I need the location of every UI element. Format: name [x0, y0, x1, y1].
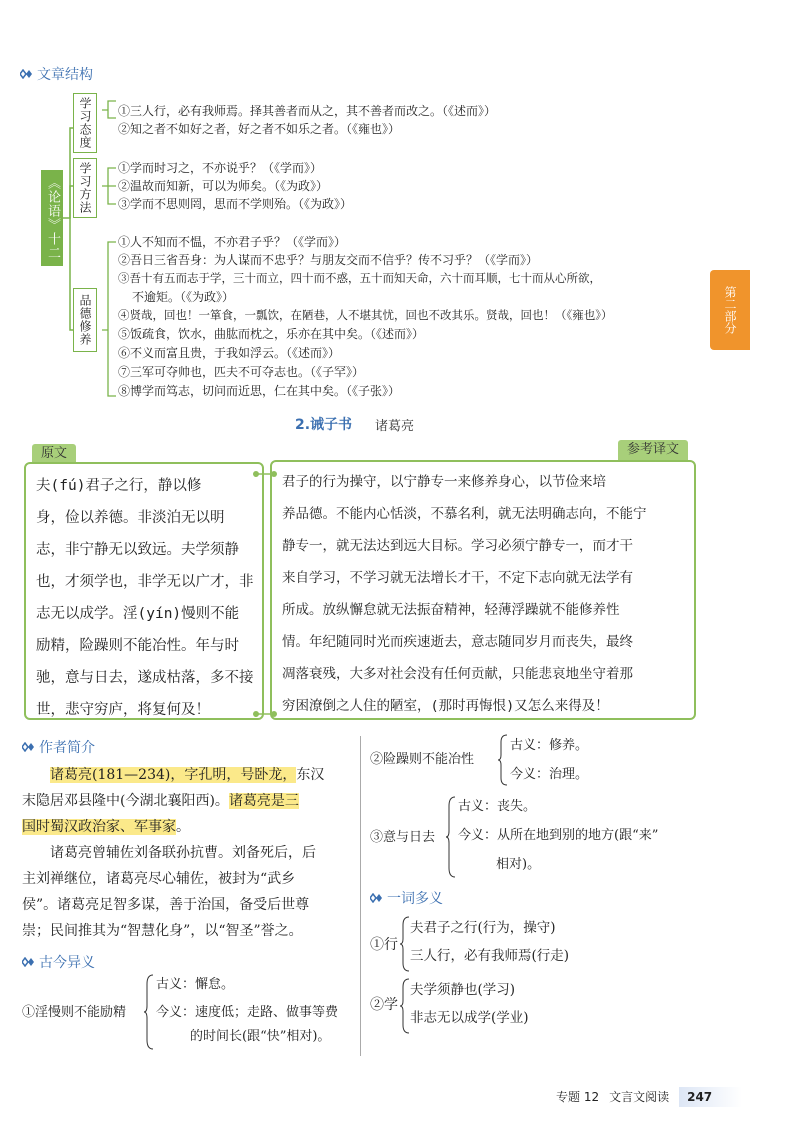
highlight-text: 国时蜀汉政治家、军事家 — [22, 819, 176, 835]
group-label-method: 学习方法 — [73, 158, 97, 218]
translation-text — [282, 466, 692, 722]
column-divider — [360, 736, 361, 1056]
list-item: ②吾日三省吾身：为人谋而不忠乎？与朋友交而不信乎？传不习乎？（《学而》） — [118, 253, 539, 267]
structure-heading: 文章结构 — [20, 64, 93, 84]
list-item: 不逾矩。（《为政》） — [132, 290, 235, 304]
list-item: ③学而不思则罔，思而不学则殆。（《为政》） — [118, 197, 353, 211]
translation-line: 凋落衰残，大多对社会没有任何贡献，只能悲哀地坐守着那 — [282, 666, 633, 682]
translation-line: 养品德。不能内心恬淡，不慕名利，就无法明确志向，不能宁 — [282, 506, 647, 522]
original-line: 身，俭以养德。非淡泊无以明 — [36, 510, 225, 526]
structure-root: 《论语》十二章 — [41, 170, 63, 266]
translation-line: 所成。放纵懈怠就无法振奋精神，轻薄浮躁就不能修养性 — [282, 602, 620, 618]
original-line: 志无以成学。淫(yín)慢则不能 — [36, 606, 240, 622]
author-intro: 诸葛亮(181—234)，字孔明，号卧龙，东汉 末隐居邓县隆中(今湖北襄阳西)。诸葛亮是三 国时蜀汉政治家、军事家。 诸葛亮曾辅佐刘备联孙抗曹。刘备死后，后 主刘禅继位，诸葛亮尽心辅佐，被封为“武乡 侯”。诸葛亮足智多谋，善于治国，备受后世尊 崇；民间推其为“智慧化身”，以“智圣”誉之。 — [22, 767, 325, 939]
gujin-phrase: ②险躁则不能冶性 — [370, 752, 475, 767]
original-line: 志，非宁静无以致远。夫学须静 — [36, 542, 239, 558]
yici-heading: 一词多义 — [370, 888, 443, 908]
footer-topic: 专题 12 — [556, 1090, 600, 1104]
translation-line: 穷困潦倒之人住的陋室，(那时再悔恨)又怎么来得及！ — [282, 698, 609, 714]
lesson-title: 2.诫子书 — [295, 417, 353, 433]
list-item: ①学而时习之，不亦说乎？（《学而》） — [118, 161, 323, 175]
group-label-morality: 品德修养 — [73, 288, 97, 352]
diamond-icon — [20, 69, 33, 79]
yici-word: ②学 — [370, 997, 398, 1013]
list-item: ③吾十有五而志于学，三十而立，四十而不惑，五十而知天命，六十而耳顺，七十而从心所欲， — [118, 271, 601, 285]
brace-icon — [498, 734, 508, 786]
translation-line: 来自学习，不学习就无法增长才干，不定下志向就无法学有 — [282, 570, 633, 586]
list-item: ⑥不义而富且贵，于我如浮云。（《述而》） — [118, 346, 341, 360]
brace-icon — [144, 974, 154, 1050]
list-item: ②知之者不如好之者，好之者不如乐之者。（《雍也》） — [118, 122, 401, 136]
footer-title: 文言文阅读 — [609, 1090, 670, 1104]
translation-line: 君子的行为操守，以宁静专一来修养身心，以节俭来培 — [282, 474, 606, 490]
brace-icon — [400, 916, 410, 972]
diamond-icon — [22, 742, 35, 752]
original-line: 也，才须学也，非学无以广才，非 — [36, 574, 254, 590]
original-line: 励精，险躁则不能冶性。年与时 — [36, 638, 239, 654]
diamond-icon — [370, 893, 383, 903]
list-item: ⑤饭疏食，饮水，曲肱而枕之，乐亦在其中矣。（《述而》） — [118, 327, 425, 341]
highlight-text: 诸葛亮(181—234)，字孔明，号卧龙， — [50, 767, 297, 783]
brace-icon — [446, 796, 456, 878]
gujin-phrase: ③意与日去 — [370, 830, 436, 845]
section-tab[interactable]: 第二部分 — [710, 270, 750, 350]
author-heading: 作者简介 — [22, 737, 95, 757]
original-line: 驰，意与日去，遂成枯落，多不接 — [36, 670, 254, 686]
footer — [556, 1087, 742, 1107]
translation-line: 情。年纪随同时光而疾速逝去，意志随同岁月而丧失，最终 — [282, 634, 633, 650]
gujin-phrase: ①淫慢则不能励精 — [22, 1005, 127, 1020]
list-item: ①三人行，必有我师焉。择其善者而从之，其不善者而改之。（《述而》） — [118, 104, 497, 118]
translation-label: 参考译文 — [618, 440, 688, 460]
list-item: ①人不知而不愠，不亦君子乎？（《学而》） — [118, 235, 347, 249]
original-label: 原文 — [32, 444, 76, 464]
brace-icon — [400, 978, 410, 1034]
yici-word: ①行 — [370, 937, 398, 953]
list-item: ④贤哉，回也！一箪食，一瓢饮，在陋巷，人不堪其忧，回也不改其乐。贤哉，回也！（《雍也》） — [118, 308, 613, 322]
page-number: 247 — [679, 1087, 742, 1107]
group-label-attitude: 学习态度 — [73, 93, 97, 153]
original-line: 世，悲守穷庐，将复何及！ — [36, 702, 210, 718]
original-text — [36, 470, 256, 726]
list-item: ②温故而知新，可以为师矣。（《为政》） — [118, 179, 329, 193]
gujin-heading: 古今异义 — [22, 952, 95, 972]
lesson-author: 诸葛亮 — [375, 419, 415, 434]
list-item: ⑦三军可夺帅也，匹夫不可夺志也。（《子罕》） — [118, 365, 365, 379]
translation-line: 静专一，就无法达到远大目标。学习必须宁静专一，而才干 — [282, 538, 633, 554]
diamond-icon — [22, 957, 35, 967]
highlight-text: 诸葛亮是三 — [228, 793, 299, 809]
list-item: ⑧博学而笃志，切问而近思，仁在其中矣。（《子张》） — [118, 384, 401, 398]
original-line: 夫(fú)君子之行，静以修 — [36, 478, 202, 494]
